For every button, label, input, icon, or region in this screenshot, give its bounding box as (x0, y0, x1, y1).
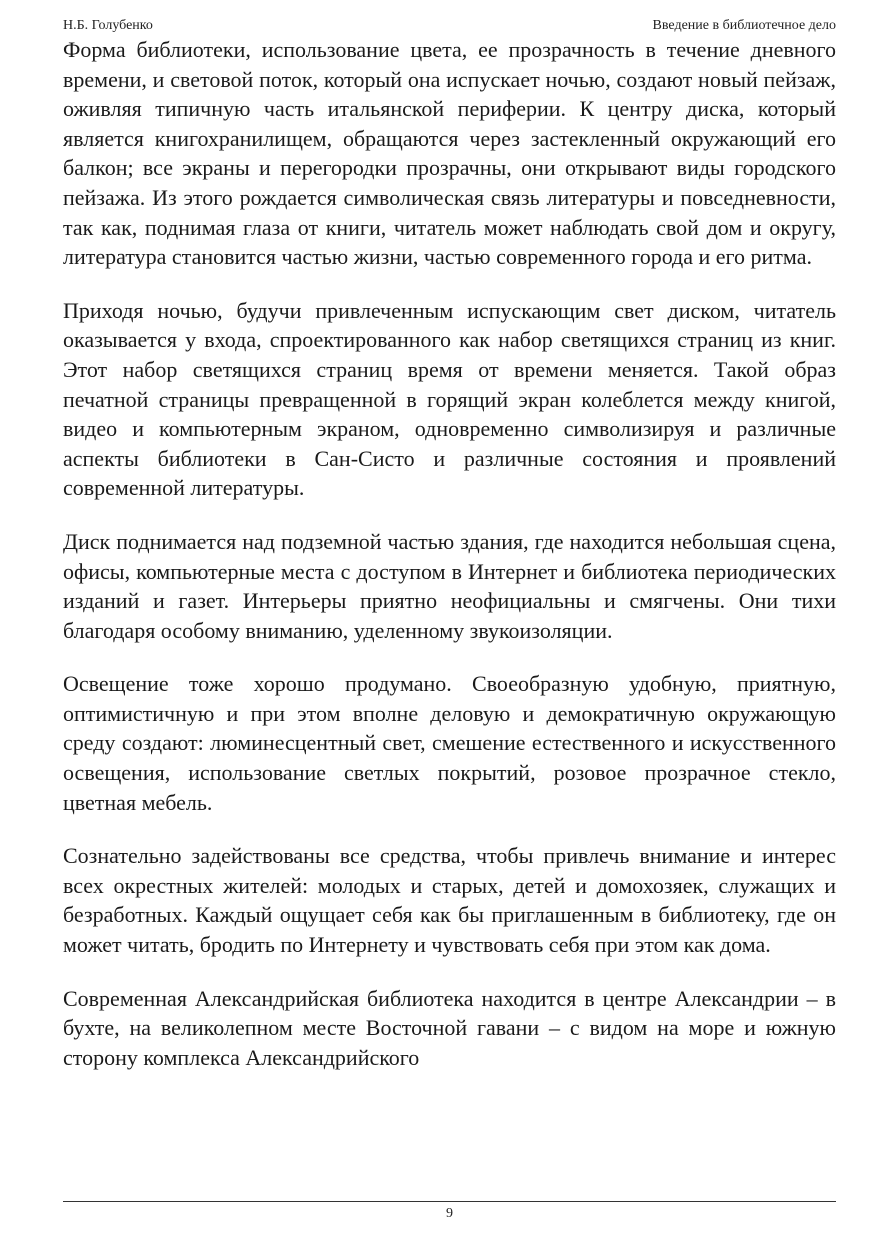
page-number: 9 (446, 1206, 453, 1221)
running-header (63, 16, 836, 36)
footer-divider (63, 1201, 836, 1202)
page-body (63, 35, 836, 1200)
header-author: Н.Б. Голубенко (63, 18, 153, 33)
paragraph: Приходя ночью, будучи привлеченным испускающим свет диском, читатель оказывается у входа, спроектированного как набор светящихся страниц из книг. Этот набор светящихся страниц время от времени меняется. Такой образ печатной страницы превращенной в горящий экран колеблется между книгой, видео и компьютерным экраном, одновременно символизируя и различные аспекты библиотеки в Сан-Систо и различные состояния и проявлений современной литературы. (63, 297, 836, 501)
paragraph: Диск поднимается над подземной частью здания, где находится небольшая сцена, офисы, компьютерные места с доступом в Интернет и библиотека периодических изданий и газет. Интерьеры приятно неофициальны и смягчены. Они тихи благодаря особому вниманию, уделенному звукоизоляции. (63, 528, 836, 643)
paragraph: Современная Александрийская библиотека находится в центре Александрии – в бухте, на великолепном месте Восточной гавани – с видом на море и южную сторону комплекса Александрийского (63, 985, 836, 1070)
paragraph: Сознательно задействованы все средства, чтобы привлечь внимание и интерес всех окрестных жителей: молодых и старых, детей и домохозяек, служащих и безработных. Каждый ощущает себя как бы приглашенным в библиотеку, где он может читать, бродить по Интернету и чувствовать себя при этом как дома. (63, 843, 836, 958)
paragraph: Освещение тоже хорошо продумано. Своеобразную удобную, приятную, оптимистичную и при этом вполне деловую и демократичную окружающую среду создают: люминесцентный свет, смешение естественного и искусственного освещения, использование светлых покрытий, розовое прозрачное стекло, цветная мебель. (63, 671, 836, 815)
header-book-title: Введение в библиотечное дело (652, 18, 836, 33)
paragraph: Форма библиотеки, использование цвета, ее прозрачность в течение дневного времени, и световой поток, который она испускает ночью, создают новый пейзаж, оживляя типичную часть итальянской периферии. К центру диска, который является книгохранилищем, обращаются через застекленный окружающий его балкон; все экраны и перегородки прозрачны, они открывают виды городского пейзажа. Из этого рождается символическая связь литературы и повседневности, так как, поднимая глаза от книги, читатель может наблюдать свой дом и округу, литература становится частью жизни, частью современного города и его ритма. (63, 37, 836, 270)
